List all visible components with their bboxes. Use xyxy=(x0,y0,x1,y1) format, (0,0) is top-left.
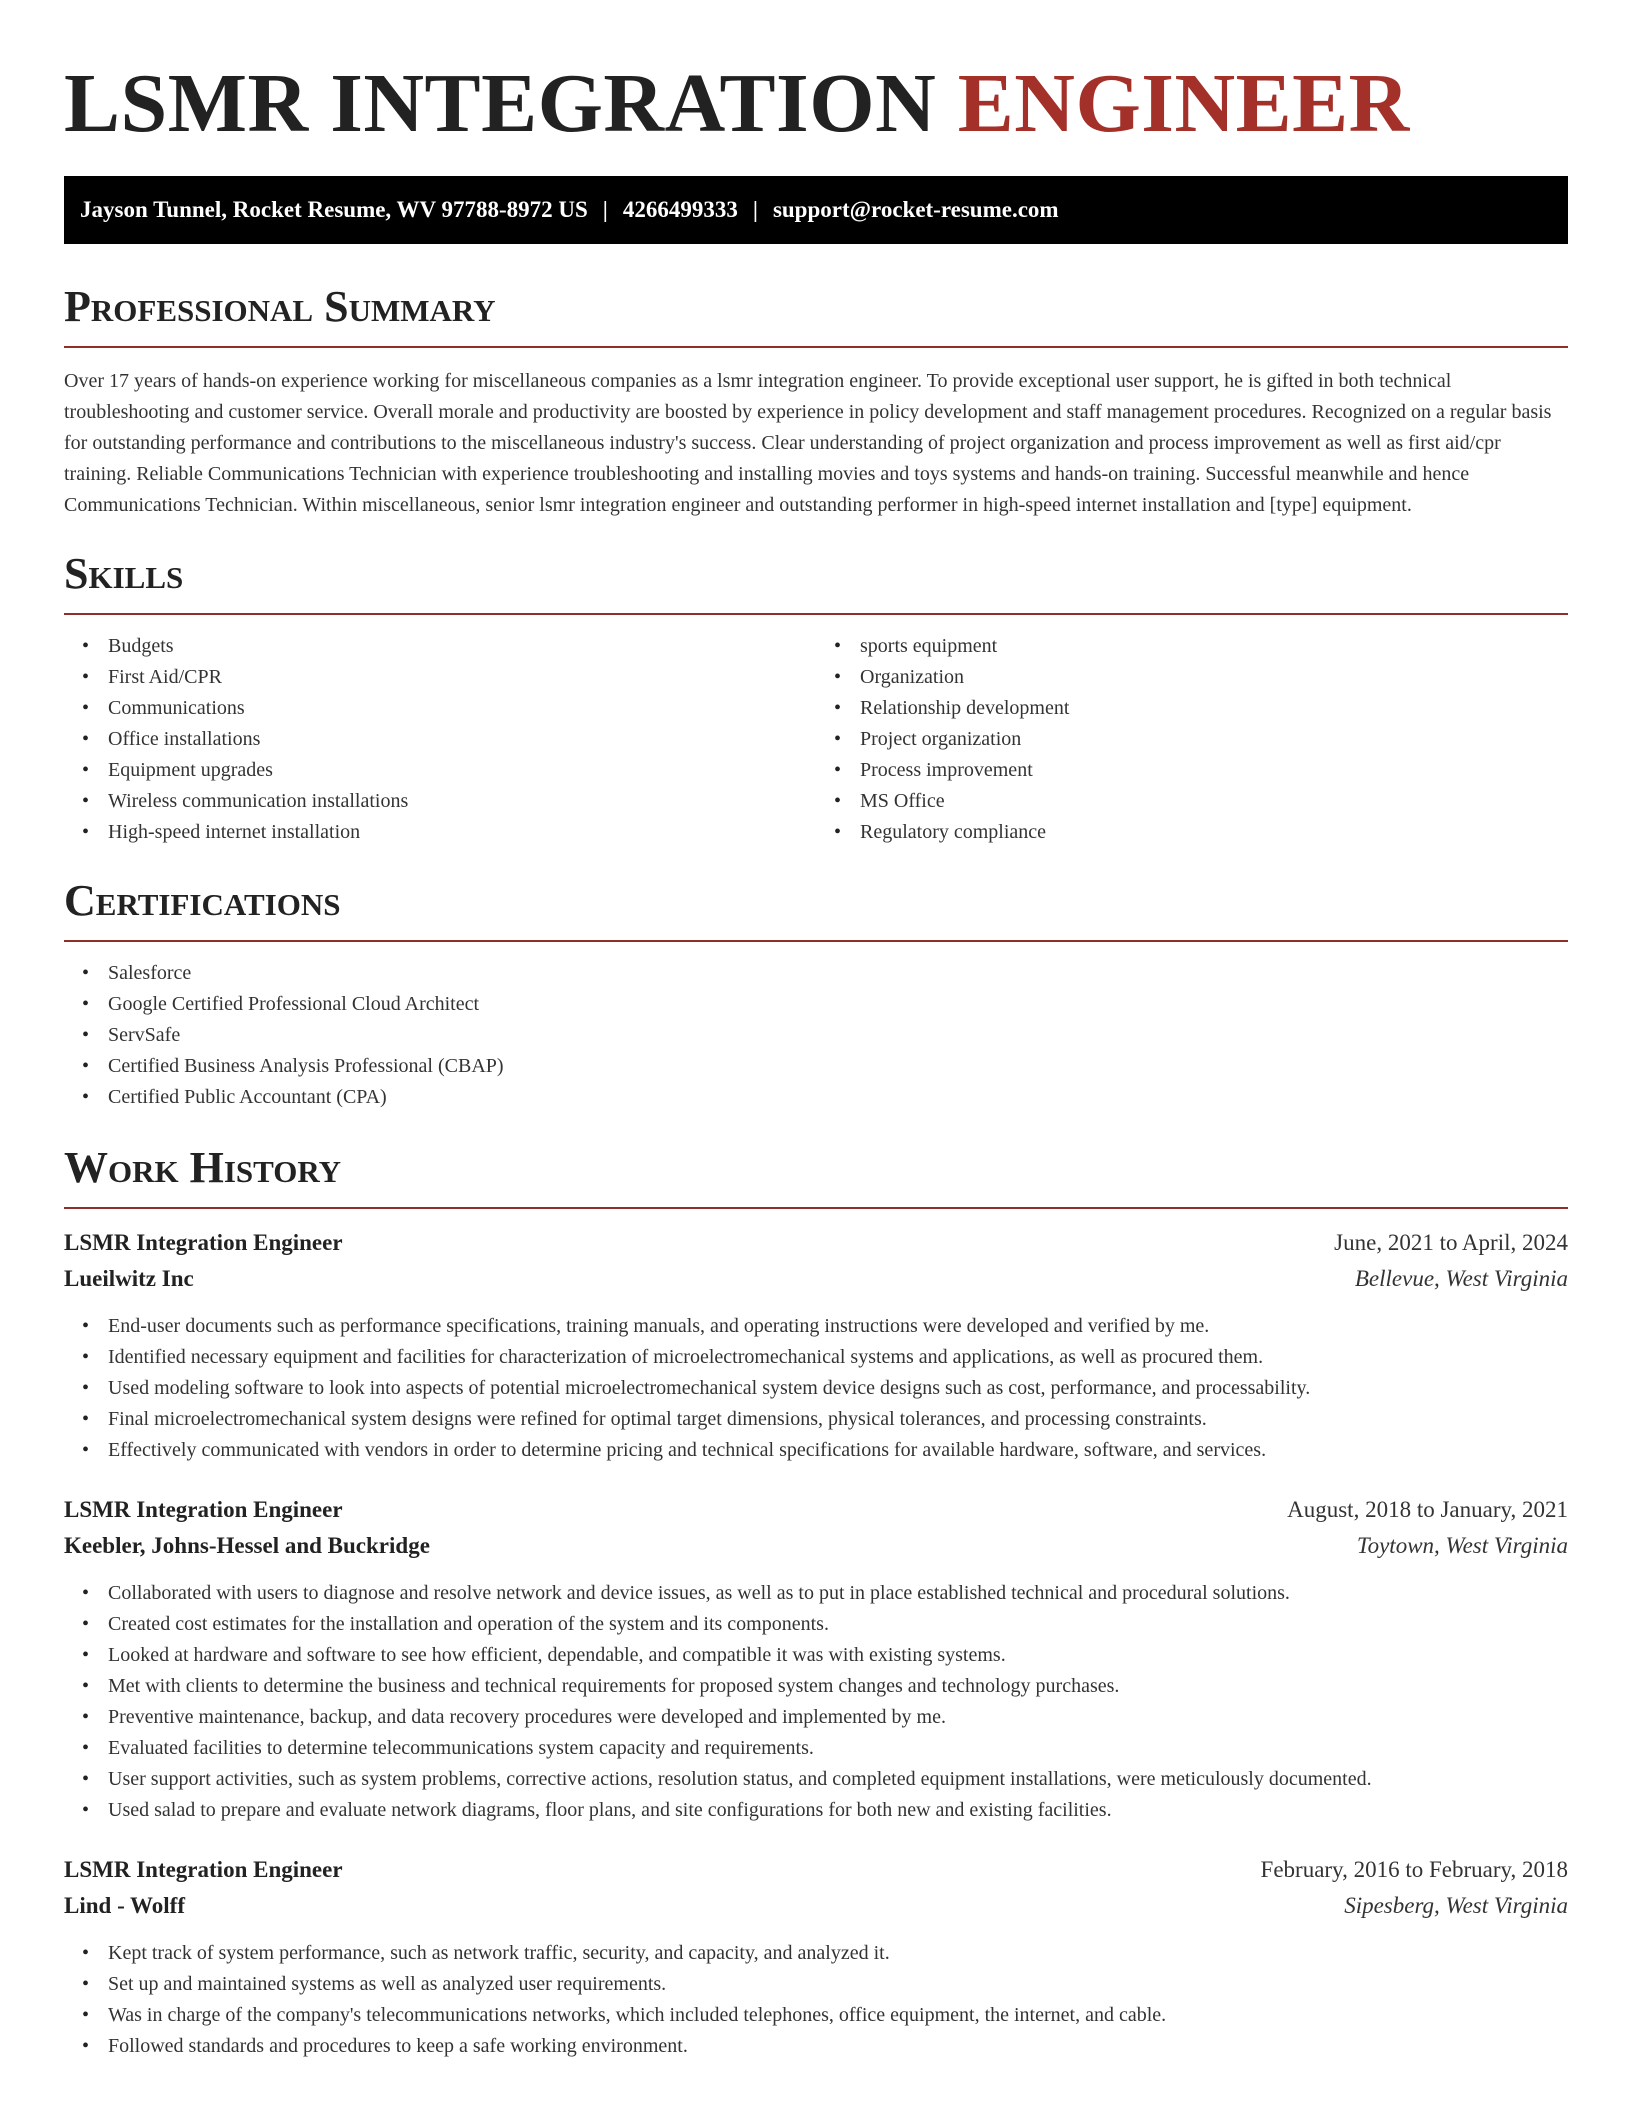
skill-item: • High-speed internet installation xyxy=(64,817,816,848)
contact-separator: | xyxy=(602,197,608,222)
job-bullet: • Looked at hardware and software to see how efficient, dependable, and compatible it was with existing systems. xyxy=(64,1640,1568,1671)
skill-item: • Wireless communication installations xyxy=(64,786,816,817)
section-divider xyxy=(64,346,1568,348)
job-company: Lueilwitz Inc xyxy=(64,1266,194,1291)
contact-address: Jayson Tunnel, Rocket Resume, WV 97788-8972 US xyxy=(80,197,588,222)
certifications-list xyxy=(64,958,1568,1113)
section-heading: Certifications xyxy=(64,876,341,925)
summary-section xyxy=(64,282,1568,521)
certification-item: • Certified Business Analysis Professional (CBAP) xyxy=(64,1051,1568,1082)
job-bullet: • Used salad to prepare and evaluate network diagrams, floor plans, and site configurations for both new and existing facilities. xyxy=(64,1795,1568,1826)
job-bullet: • Met with clients to determine the business and technical requirements for proposed system changes and technology purchases. xyxy=(64,1671,1568,1702)
section-divider xyxy=(64,1207,1568,1209)
job-subheader xyxy=(64,1261,1568,1297)
skill-item: • MS Office xyxy=(816,786,1568,817)
job-bullet: • Identified necessary equipment and facilities for characterization of microelectromechanical systems and applications, as well as procured them. xyxy=(64,1342,1568,1373)
skill-item: • Organization xyxy=(816,662,1568,693)
job-subheader xyxy=(64,1888,1568,1924)
section-heading: Skills xyxy=(64,549,184,598)
job-bullet: • Was in charge of the company's telecommunications networks, which included telephones, office equipment, the internet, and cable. xyxy=(64,2000,1568,2031)
job-bullet: • Used modeling software to look into aspects of potential microelectromechanical system device designs such as cost, performance, and processability. xyxy=(64,1373,1568,1404)
page-title xyxy=(64,58,1568,150)
job-bullets xyxy=(64,1938,1568,2062)
job-dates: August, 2018 to January, 2021 xyxy=(1287,1497,1568,1522)
job-entry xyxy=(64,1225,1568,1466)
title-role: LSMR INTEGRATION xyxy=(64,57,937,150)
skill-item: • Regulatory compliance xyxy=(816,817,1568,848)
section-divider xyxy=(64,940,1568,942)
job-company: Keebler, Johns-Hessel and Buckridge xyxy=(64,1533,430,1558)
job-header xyxy=(64,1852,1568,1888)
job-location: Toytown, West Virginia xyxy=(1356,1533,1568,1558)
job-subheader xyxy=(64,1528,1568,1564)
certification-item: • Google Certified Professional Cloud Architect xyxy=(64,989,1568,1020)
skill-item: • Budgets xyxy=(64,631,816,662)
certification-item: • Salesforce xyxy=(64,958,1568,989)
certification-item: • ServSafe xyxy=(64,1020,1568,1051)
job-header xyxy=(64,1225,1568,1261)
skills-columns xyxy=(64,615,1568,848)
section-heading: Work History xyxy=(64,1143,342,1192)
job-bullet: • Kept track of system performance, such as network traffic, security, and capacity, and analyzed it. xyxy=(64,1938,1568,1969)
summary-text: Over 17 years of hands-on experience working for miscellaneous companies as a lsmr integration engineer. To provide exceptional user support, he is gifted in both technical troubleshooting and customer service. Overall morale and productivity are boosted by experience in policy development and staff management procedures. Recognized on a regular basis for outstanding performance and contributions to the miscellaneous industry's success. Clear understanding of project organization and process improvement as well as first aid/cpr training. Reliable Communications Technician with experience troubleshooting and installing movies and toys systems and hands-on training. Successful meanwhile and hence Communications Technician. Within miscellaneous, senior lsmr integration engineer and outstanding performer in high-speed internet installation and [type] equipment. xyxy=(64,370,1552,516)
section-heading: Professional Summary xyxy=(64,282,496,331)
job-entry xyxy=(64,1852,1568,2062)
skill-item: • Process improvement xyxy=(816,755,1568,786)
job-bullet: • Final microelectromechanical system designs were refined for optimal target dimensions, physical tolerances, and processing constraints. xyxy=(64,1404,1568,1435)
contact-separator: | xyxy=(752,197,758,222)
job-bullet: • Effectively communicated with vendors in order to determine pricing and technical specifications for available hardware, software, and services. xyxy=(64,1435,1568,1466)
work-history-section xyxy=(64,1143,1568,2062)
job-title: LSMR Integration Engineer xyxy=(64,1230,343,1255)
job-title: LSMR Integration Engineer xyxy=(64,1497,343,1522)
job-location: Bellevue, West Virginia xyxy=(1354,1266,1568,1291)
job-header xyxy=(64,1492,1568,1528)
resume-title xyxy=(64,0,1568,176)
skill-item: • First Aid/CPR xyxy=(64,662,816,693)
contact-email: support@rocket-resume.com xyxy=(772,197,1059,222)
skill-item: • Relationship development xyxy=(816,693,1568,724)
skills-list-left xyxy=(64,631,816,848)
job-bullet: • Created cost estimates for the installation and operation of the system and its components. xyxy=(64,1609,1568,1640)
title-accent-word: ENGINEER xyxy=(957,57,1410,150)
job-bullets xyxy=(64,1578,1568,1826)
job-entry xyxy=(64,1492,1568,1826)
job-dates: February, 2016 to February, 2018 xyxy=(1260,1857,1568,1882)
skill-item: • Equipment upgrades xyxy=(64,755,816,786)
job-location: Sipesberg, West Virginia xyxy=(1344,1893,1568,1918)
job-bullet: • Preventive maintenance, backup, and data recovery procedures were developed and implemented by me. xyxy=(64,1702,1568,1733)
job-company: Lind - Wolff xyxy=(64,1893,185,1918)
skill-item: • Communications xyxy=(64,693,816,724)
skill-item: • Project organization xyxy=(816,724,1568,755)
contact-phone: 4266499333 xyxy=(622,197,738,222)
skills-section xyxy=(64,549,1568,848)
job-bullet: • Collaborated with users to diagnose and resolve network and device issues, as well as to put in place established technical and procedural solutions. xyxy=(64,1578,1568,1609)
job-bullet: • End-user documents such as performance specifications, training manuals, and operating instructions were developed and verified by me. xyxy=(64,1311,1568,1342)
job-dates: June, 2021 to April, 2024 xyxy=(1334,1230,1568,1255)
skill-item: • sports equipment xyxy=(816,631,1568,662)
contact-bar xyxy=(64,176,1568,244)
job-bullet: • User support activities, such as system problems, corrective actions, resolution status, and completed equipment installations, were meticulously documented. xyxy=(64,1764,1568,1795)
certification-item: • Certified Public Accountant (CPA) xyxy=(64,1082,1568,1113)
job-bullet: • Evaluated facilities to determine telecommunications system capacity and requirements. xyxy=(64,1733,1568,1764)
job-bullet: • Set up and maintained systems as well as analyzed user requirements. xyxy=(64,1969,1568,2000)
skills-list-right xyxy=(816,631,1568,848)
skill-item: • Office installations xyxy=(64,724,816,755)
job-bullets xyxy=(64,1311,1568,1466)
certifications-section xyxy=(64,876,1568,1113)
job-bullet: • Followed standards and procedures to keep a safe working environment. xyxy=(64,2031,1568,2062)
job-title: LSMR Integration Engineer xyxy=(64,1857,343,1882)
